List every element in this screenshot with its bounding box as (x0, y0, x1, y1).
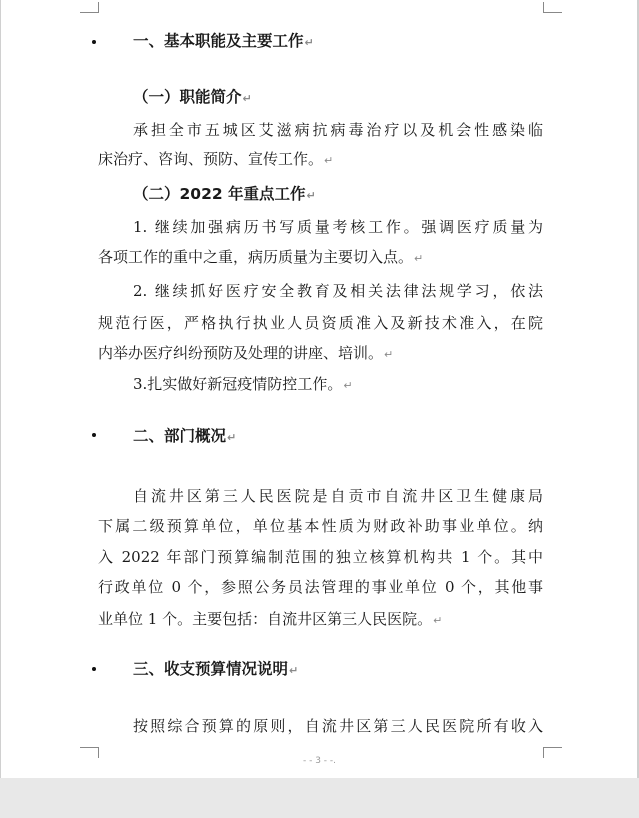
paragraph-mark: ↵ (227, 431, 237, 444)
heading-bullet (92, 433, 96, 437)
paragraph-mark: ↵ (242, 92, 252, 105)
body-line: 规范行医，严格执行执业人员资质准入及新技术准入，在院 (98, 314, 543, 332)
paragraph-mark: ↵ (304, 36, 314, 49)
subheading-2-text: （二）2022 年重点工作 (133, 185, 306, 203)
section-heading-2-text: 二、部门概况 (133, 427, 227, 445)
paragraph-mark: ↵ (324, 154, 334, 167)
body-line: 1. 继续加强病历书写质量考核工作。强调医疗质量为 (133, 218, 543, 236)
body-line: 自流井区第三人民医院是自贡市自流井区卫生健康局 (133, 487, 543, 505)
page-gap (0, 778, 639, 818)
heading-bullet (92, 40, 96, 44)
crop-mark-top-right (543, 2, 562, 13)
paragraph-mark: ↵ (306, 189, 316, 202)
body-line: 2. 继续抓好医疗安全教育及相关法律法规学习，依法 (133, 282, 543, 300)
subheading-2 (133, 184, 316, 206)
paragraph-mark: ↵ (433, 614, 443, 627)
body-line: 承担全市五城区艾滋病抗病毒治疗以及机会性感染临 (133, 121, 543, 139)
paragraph-mark: ↵ (289, 664, 299, 677)
body-line (98, 343, 393, 365)
crop-mark-top-left (80, 2, 99, 13)
paragraph-mark: ↵ (343, 379, 353, 392)
paragraph-mark: ↵ (414, 252, 424, 265)
heading-bullet (92, 667, 96, 671)
page-number-footer: - - 3 - -. (302, 756, 337, 766)
body-line (133, 374, 353, 396)
body-line-text: 业单位 1 个。主要包括：自流井区第三人民医院。 (98, 610, 433, 628)
page-left-edge (0, 0, 1, 818)
section-heading-1-text: 一、基本职能及主要工作 (133, 32, 304, 50)
body-line: 按照综合预算的原则，自流井区第三人民医院所有收入 (133, 717, 543, 735)
section-heading-1 (133, 31, 314, 53)
body-line-text: 内举办医疗纠纷预防及处理的讲座、培训。 (98, 344, 384, 362)
body-line (98, 149, 333, 171)
body-line-text: 3.扎实做好新冠疫情防控工作。 (133, 375, 343, 393)
subheading-1-text: （一）职能简介 (133, 88, 242, 106)
paragraph-mark: ↵ (384, 348, 394, 361)
body-line-text: 床治疗、咨询、预防、宣传工作。 (98, 150, 324, 168)
body-line: 行政单位 0 个，参照公务员法管理的事业单位 0 个，其他事 (98, 578, 543, 596)
body-line: 入 2022 年部门预算编制范围的独立核算机构共 1 个。其中 (98, 548, 543, 566)
section-heading-3-text: 三、收支预算情况说明 (133, 660, 289, 678)
section-heading-2 (133, 426, 236, 448)
body-line (98, 247, 423, 269)
subheading-1 (133, 87, 252, 109)
section-heading-3 (133, 659, 298, 681)
body-line (98, 609, 442, 631)
body-line-text: 各项工作的重中之重，病历质量为主要切入点。 (98, 248, 414, 266)
body-line: 下属二级预算单位，单位基本性质为财政补助事业单位。纳 (98, 517, 543, 535)
